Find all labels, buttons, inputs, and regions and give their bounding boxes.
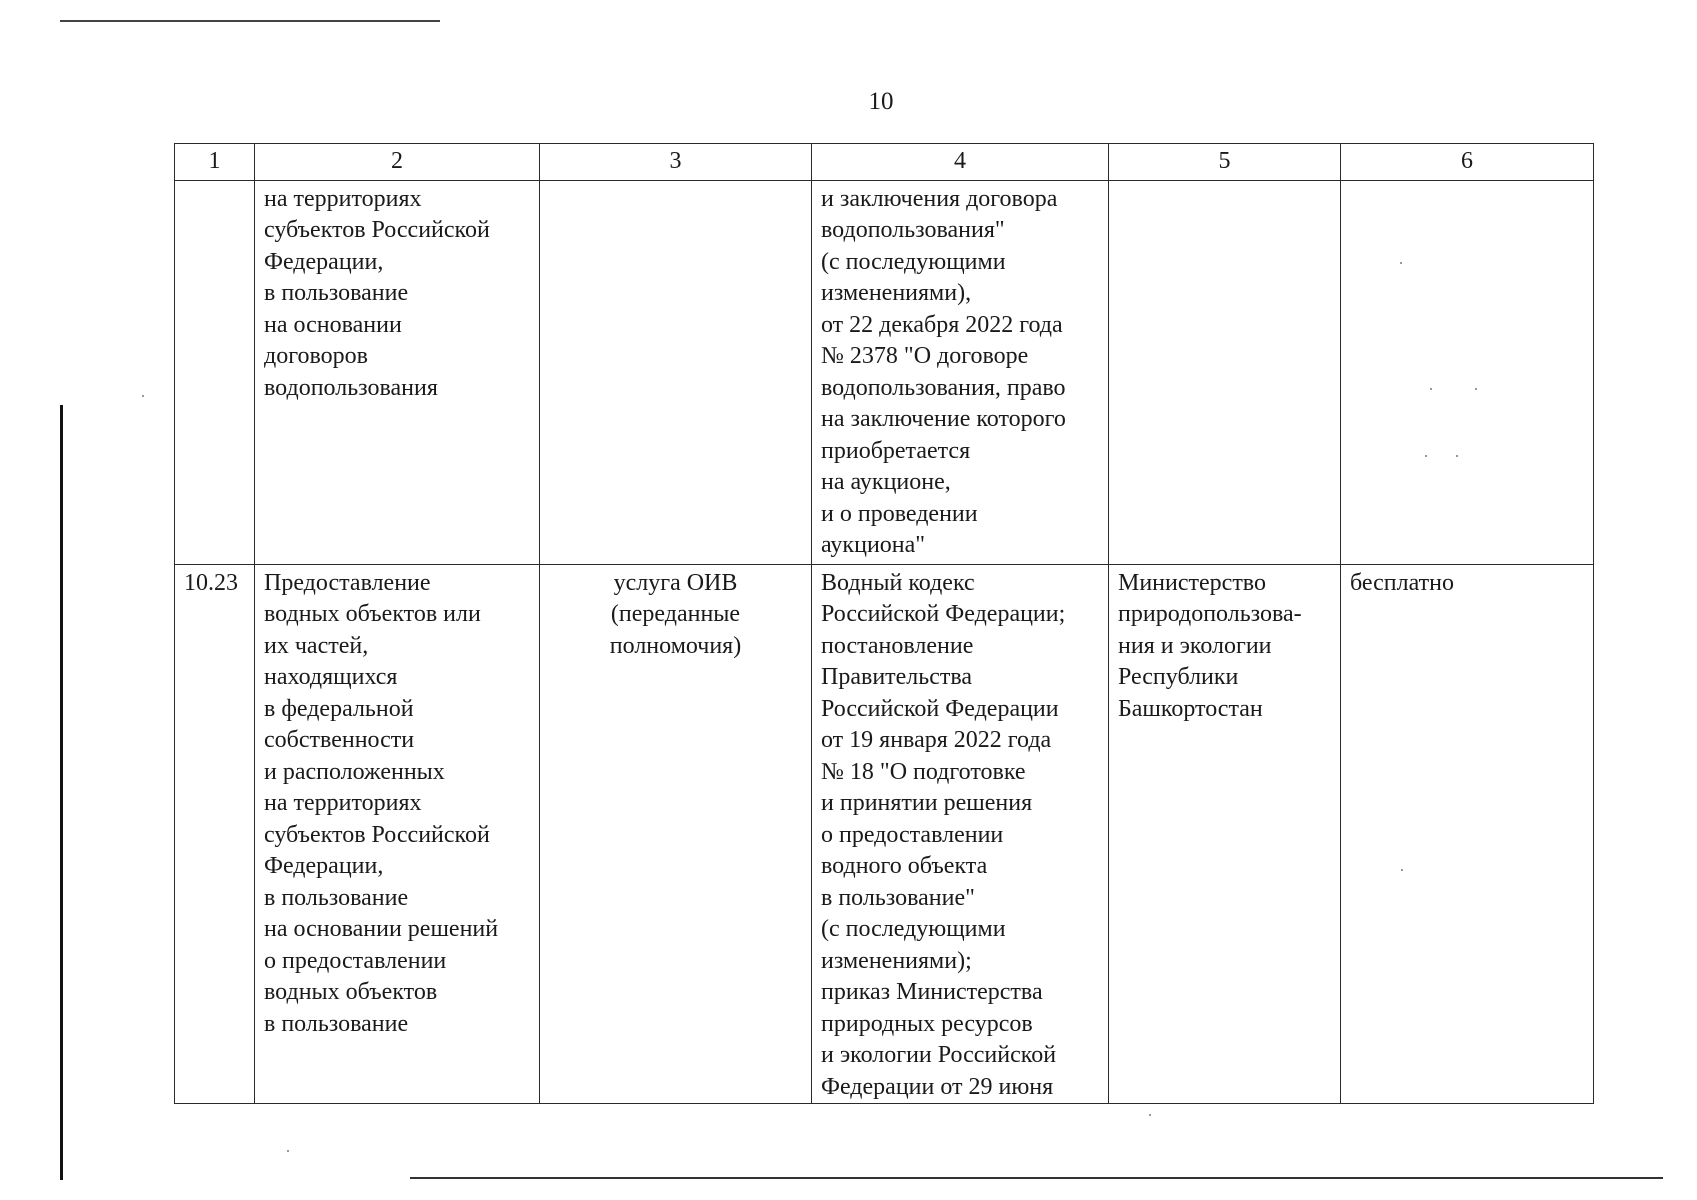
- cell-text-line: на территориях: [264, 185, 422, 212]
- services-table: [174, 143, 1594, 1104]
- cell-text-line: бесплатно: [1350, 569, 1454, 596]
- cell-text-line: водных объектов: [264, 979, 438, 1005]
- cell-text-line: (с последующими: [821, 248, 1006, 275]
- scan-speck: [287, 1150, 289, 1152]
- cell-text-line: водного объекта: [821, 853, 988, 879]
- cell-text-line: приказ Министерства: [821, 979, 1043, 1005]
- cell-text-line: Федерации,: [264, 248, 384, 275]
- cell-text-line: и расположенных: [264, 758, 445, 785]
- column-header: 6: [1341, 144, 1594, 181]
- cell-text-line: Российской Федерации;: [821, 601, 1066, 627]
- cell-legal-basis: [812, 564, 1109, 1104]
- cell-text-line: природопользова-: [1118, 601, 1302, 627]
- cell-text-line: (с последующими: [821, 916, 1006, 942]
- cell-text-line: постановление: [821, 632, 974, 659]
- cell-text-line: и экологии Российской: [821, 1042, 1057, 1068]
- cell-text-line: Федерации от 29 июня: [821, 1073, 1054, 1100]
- column-header: 1: [175, 144, 255, 181]
- cell-legal-basis: [812, 180, 1109, 564]
- cell-text-line: на основании решений: [264, 916, 499, 942]
- cell-authority: [1109, 180, 1341, 564]
- cell-text-line: водных объектов или: [264, 601, 481, 627]
- cell-text-line: ния и экологии: [1118, 632, 1272, 659]
- cell-text-line: водопользования": [821, 217, 1005, 243]
- cell-text-line: в пользование: [264, 884, 409, 911]
- cell-text-line: Министерство: [1118, 569, 1266, 596]
- cell-text-line: водопользования: [264, 374, 438, 401]
- cell-text-line: Российской Федерации: [821, 695, 1059, 722]
- cell-text-line: природных ресурсов: [821, 1010, 1033, 1037]
- cell-text-line: Водный кодекс: [821, 569, 975, 596]
- cell-number: [175, 564, 255, 1104]
- cell-text-line: изменениями);: [821, 947, 972, 974]
- cell-text-line: о предоставлении: [264, 947, 447, 974]
- cell-text-line: № 2378 "О договоре: [821, 343, 1029, 369]
- cell-text-line: субъектов Российской: [264, 217, 490, 243]
- cell-text-line: Федерации,: [264, 853, 384, 879]
- cell-service-name: [255, 180, 540, 564]
- cell-text-line: субъектов Российской: [264, 821, 490, 848]
- table-row-10-23: [175, 564, 1594, 1104]
- cell-text-line: их частей,: [264, 632, 369, 659]
- left-margin-rule: [60, 405, 63, 1180]
- cell-text-line: приобретается: [821, 437, 971, 464]
- cell-text-line: от 22 декабря 2022 года: [821, 311, 1063, 338]
- cell-service-type: [540, 564, 812, 1104]
- cell-text-line: на аукционе,: [821, 469, 951, 495]
- cell-text-line: и о проведении: [821, 500, 978, 527]
- cell-text-line: договоров: [264, 343, 368, 369]
- cell-text-line: в пользование": [821, 884, 975, 911]
- column-header: 3: [540, 144, 812, 181]
- table-header-row: [175, 144, 1594, 181]
- bottom-margin-rule: [410, 1177, 1663, 1179]
- cell-service-type: [540, 180, 812, 564]
- cell-text-line: Предоставление: [264, 569, 431, 596]
- cell-text-line: на основании: [264, 311, 402, 338]
- cell-authority: [1109, 564, 1341, 1104]
- cell-text-line: Республики: [1118, 664, 1239, 690]
- column-header: 5: [1109, 144, 1341, 181]
- cell-fee: [1341, 180, 1594, 564]
- scan-speck: [1149, 1114, 1151, 1116]
- column-header: 4: [812, 144, 1109, 181]
- top-margin-rule: [60, 20, 440, 22]
- cell-text-line: о предоставлении: [821, 821, 1004, 848]
- cell-text-line: изменениями),: [821, 280, 972, 306]
- cell-text-line: собственности: [264, 727, 415, 753]
- table-row-continued: [175, 180, 1594, 564]
- scan-speck: [142, 395, 144, 397]
- cell-text-line: Правительства: [821, 664, 973, 690]
- cell-number: [175, 180, 255, 564]
- cell-text-line: и заключения договора: [821, 185, 1058, 212]
- cell-text-line: аукциона": [821, 532, 926, 558]
- cell-text-line: находящихся: [264, 664, 398, 690]
- cell-text-line: услуга ОИВ: [613, 569, 738, 596]
- cell-text-line: в пользование: [264, 1010, 409, 1037]
- cell-text-line: водопользования, право: [821, 374, 1066, 401]
- cell-text-line: Башкортостан: [1118, 695, 1263, 722]
- cell-text-line: на территориях: [264, 790, 422, 816]
- cell-text-line: полномочия): [609, 632, 742, 659]
- cell-text-line: и принятии решения: [821, 790, 1033, 816]
- cell-text-line: № 18 "О подготовке: [821, 758, 1026, 785]
- cell-fee: [1341, 564, 1594, 1104]
- column-header: 2: [255, 144, 540, 181]
- cell-service-name: [255, 564, 540, 1104]
- cell-text-line: 10.23: [184, 569, 238, 596]
- cell-text-line: (переданные: [610, 601, 741, 627]
- cell-text-line: в федеральной: [264, 695, 414, 722]
- page-number: 10: [868, 88, 894, 115]
- cell-text-line: в пользование: [264, 280, 409, 306]
- cell-text-line: от 19 января 2022 года: [821, 727, 1052, 753]
- cell-text-line: на заключение которого: [821, 406, 1066, 432]
